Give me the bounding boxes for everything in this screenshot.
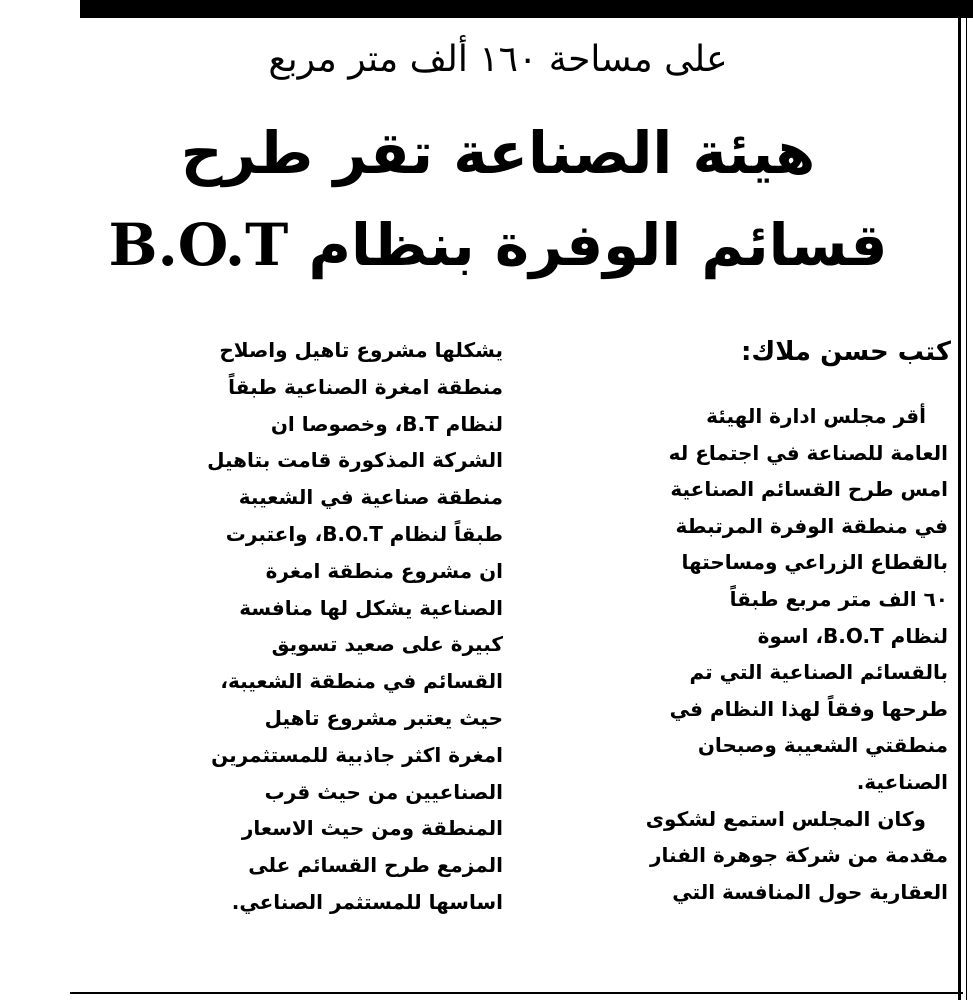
bottom-rule xyxy=(70,992,963,994)
body-line: القسائم في منطقة الشعيبة، xyxy=(220,669,503,694)
body-line: لنظام B.O.T، اسوة xyxy=(757,623,948,648)
right-column-rule-thin xyxy=(966,18,967,1000)
body-line: العامة للصناعة في اجتماع له xyxy=(668,440,948,465)
right-column-rule xyxy=(958,18,961,1000)
body-line: اساسها للمستثمر الصناعي. xyxy=(231,889,503,914)
body-line: امغرة اكثر جاذبية للمستثمرين xyxy=(211,742,503,767)
article-column-right xyxy=(528,398,948,910)
body-line: الصناعية يشكل لها منافسة xyxy=(239,595,503,620)
body-line: ان مشروع منطقة امغرة xyxy=(265,558,503,583)
body-line: الشركة المذكورة قامت بتاهيل xyxy=(207,448,503,473)
headline-line-2-latin: B.O.T xyxy=(108,211,289,279)
body-line: المنطقة ومن حيث الاسعار xyxy=(241,816,503,841)
headline-line-2 xyxy=(78,200,918,290)
body-line: ٦٠ الف متر مربع طبقاً xyxy=(729,586,948,611)
body-line: طرحها وفقاً لهذا النظام في xyxy=(669,696,948,721)
body-line: يشكلها مشروع تاهيل واصلاح xyxy=(219,338,503,362)
body-line: في منطقة الوفرة المرتبطة xyxy=(675,513,948,538)
body-line: الصناعيين من حيث قرب xyxy=(264,779,503,804)
body-line: منطقتي الشعيبة وصبحان xyxy=(697,733,948,758)
body-line: العقارية حول المنافسة التي xyxy=(672,879,948,904)
body-line: وكان المجلس استمع لشكوى xyxy=(645,806,926,831)
article-kicker: على مساحة ١٦٠ ألف متر مربع xyxy=(268,39,728,80)
body-line: بالقسائم الصناعية التي تم xyxy=(689,660,948,685)
body-line: امس طرح القسائم الصناعية xyxy=(670,477,948,502)
body-line: مقدمة من شركة جوهرة الفنار xyxy=(650,843,948,868)
body-line: حيث يعتبر مشروع تاهيل xyxy=(264,705,503,730)
body-line: كبيرة على صعيد تسويق xyxy=(271,632,503,657)
top-rule xyxy=(80,0,973,18)
article-column-left xyxy=(73,332,503,921)
headline-line-1: هيئة الصناعة تقر طرح xyxy=(180,119,816,187)
body-line: المزمع طرح القسائم على xyxy=(248,853,503,878)
body-line: طبقاً لنظام B.O.T، واعتبرت xyxy=(225,521,503,546)
body-line: لنظام B.T، وخصوصا ان xyxy=(270,411,503,436)
body-line: بالقطاع الزراعي ومساحتها xyxy=(681,550,948,575)
body-line: منطقة امغرة الصناعية طبقاً xyxy=(228,374,503,399)
byline: كتب حسن ملاك: xyxy=(740,337,951,367)
body-line: منطقة صناعية في الشعيبة xyxy=(238,485,503,510)
body-line: أقر مجلس ادارة الهيئة xyxy=(706,404,926,428)
body-line: الصناعية. xyxy=(856,769,948,794)
headline-line-2-arabic: قسائم الوفرة بنظام xyxy=(308,211,888,279)
